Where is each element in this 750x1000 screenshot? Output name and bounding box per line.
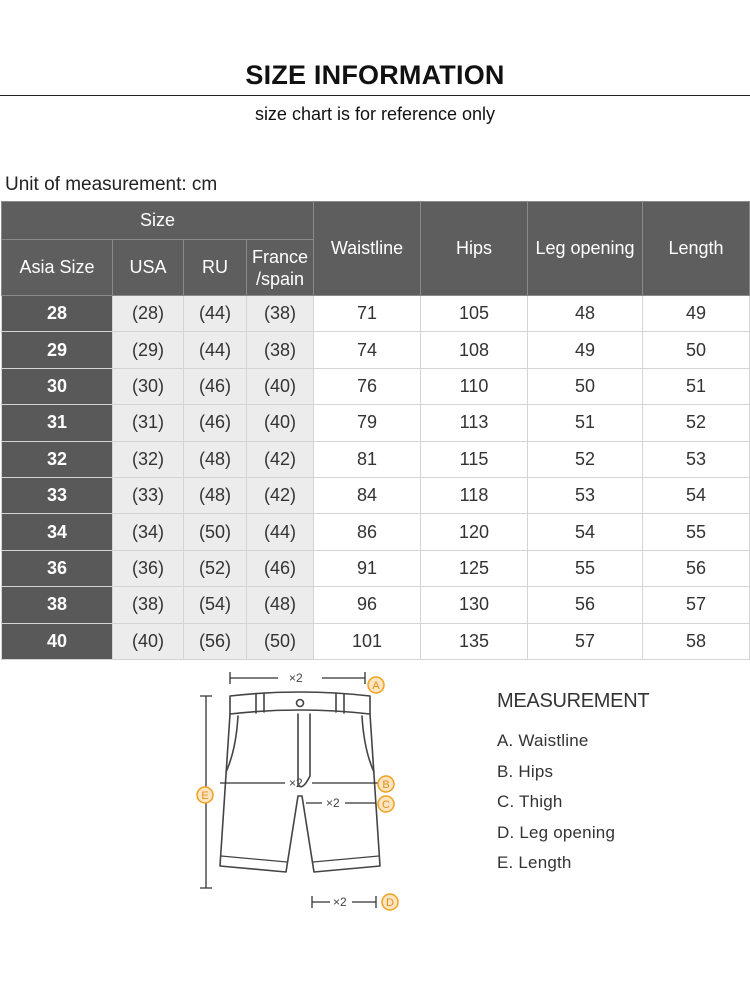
cell-ru: (48) (184, 441, 247, 477)
cell-leg-opening: 51 (528, 405, 643, 441)
cell-hips: 110 (421, 368, 528, 404)
shorts-waistband (230, 692, 370, 714)
cell-asia-size: 40 (2, 623, 113, 659)
cell-waistline: 84 (314, 477, 421, 513)
measurement-heading: MEASUREMENT (497, 690, 650, 712)
cell-asia-size: 31 (2, 405, 113, 441)
cell-waistline: 76 (314, 368, 421, 404)
title-divider (0, 95, 750, 96)
cell-leg-opening: 52 (528, 441, 643, 477)
measurement-legend (497, 730, 615, 883)
cell-france-spain: (38) (247, 296, 314, 332)
cell-france-spain: (40) (247, 405, 314, 441)
cell-hips: 105 (421, 296, 528, 332)
cell-france-spain: (44) (247, 514, 314, 550)
table-row (2, 587, 750, 623)
table-row (2, 623, 750, 659)
cell-asia-size: 36 (2, 550, 113, 586)
cell-france-spain: (46) (247, 550, 314, 586)
cell-length: 58 (643, 623, 750, 659)
legend-item-waistline: A. Waistline (497, 731, 589, 750)
legend-item-leg-opening: D. Leg opening (497, 822, 616, 842)
cell-length: 56 (643, 550, 750, 586)
cell-ru: (48) (184, 477, 247, 513)
cell-ru: (44) (184, 296, 247, 332)
shorts-button (297, 700, 304, 707)
cell-usa: (34) (113, 514, 184, 550)
x2-label-thigh: ×2 (326, 796, 340, 810)
table-row (2, 368, 750, 404)
cell-hips: 118 (421, 477, 528, 513)
cell-asia-size: 30 (2, 368, 113, 404)
table-row (2, 514, 750, 550)
cell-waistline: 96 (314, 587, 421, 623)
marker-c-label: C (382, 799, 390, 811)
table-row (2, 477, 750, 513)
cell-hips: 115 (421, 441, 528, 477)
cell-leg-opening: 49 (528, 332, 643, 368)
cell-ru: (54) (184, 587, 247, 623)
table-row (2, 550, 750, 586)
cell-usa: (36) (113, 550, 184, 586)
cell-waistline: 74 (314, 332, 421, 368)
cell-leg-opening: 55 (528, 550, 643, 586)
cell-length: 57 (643, 587, 750, 623)
cell-waistline: 71 (314, 296, 421, 332)
belt-loop-right (336, 693, 344, 713)
cell-asia-size: 28 (2, 296, 113, 332)
marker-b-label: B (382, 779, 390, 791)
cell-ru: (46) (184, 368, 247, 404)
cell-usa: (30) (113, 368, 184, 404)
x2-label-waist: ×2 (289, 671, 303, 685)
shorts-diagram (190, 666, 410, 916)
cell-usa: (29) (113, 332, 184, 368)
cell-waistline: 91 (314, 550, 421, 586)
cell-france-spain: (50) (247, 623, 314, 659)
legend-item-hips: B. Hips (497, 761, 554, 781)
cell-hips: 135 (421, 623, 528, 659)
legend-item-length: E. Length (497, 853, 572, 872)
size-group-header: Size (2, 202, 314, 240)
cell-length: 49 (643, 296, 750, 332)
cell-waistline: 81 (314, 441, 421, 477)
cell-france-spain: (40) (247, 368, 314, 404)
cell-usa: (32) (113, 441, 184, 477)
x2-label-hips: ×2 (289, 776, 303, 790)
cell-hips: 125 (421, 550, 528, 586)
col-header-ru: RU (184, 240, 247, 296)
cell-asia-size: 29 (2, 332, 113, 368)
col-header-france-spain (247, 240, 314, 296)
table-row (2, 296, 750, 332)
cell-usa: (31) (113, 405, 184, 441)
x2-label-leg: ×2 (333, 895, 347, 909)
spain-label: /spain (255, 268, 305, 289)
col-header-asia-size: Asia Size (2, 240, 113, 296)
france-label: France (251, 246, 309, 267)
col-header-usa: USA (113, 240, 184, 296)
col-header-hips: Hips (421, 202, 528, 296)
table-row (2, 441, 750, 477)
cell-leg-opening: 56 (528, 587, 643, 623)
cell-hips: 108 (421, 332, 528, 368)
cell-france-spain: (42) (247, 441, 314, 477)
cell-leg-opening: 53 (528, 477, 643, 513)
cell-asia-size: 33 (2, 477, 113, 513)
cell-leg-opening: 54 (528, 514, 643, 550)
cell-length: 51 (643, 368, 750, 404)
col-header-leg-opening: Leg opening (528, 202, 643, 296)
cell-france-spain: (48) (247, 587, 314, 623)
cell-length: 55 (643, 514, 750, 550)
cell-length: 54 (643, 477, 750, 513)
cell-ru: (50) (184, 514, 247, 550)
table-row (2, 332, 750, 368)
marker-d-label: D (386, 897, 394, 909)
cell-length: 53 (643, 441, 750, 477)
page-subtitle: size chart is for reference only (254, 104, 496, 124)
legend-item-thigh: C. Thigh (497, 792, 563, 811)
cell-asia-size: 38 (2, 587, 113, 623)
cell-usa: (38) (113, 587, 184, 623)
cell-ru: (52) (184, 550, 247, 586)
cell-usa: (28) (113, 296, 184, 332)
cell-length: 50 (643, 332, 750, 368)
marker-e-label: E (201, 790, 209, 802)
cell-length: 52 (643, 405, 750, 441)
unit-label: Unit of measurement: cm (5, 174, 218, 195)
cell-usa: (33) (113, 477, 184, 513)
col-header-waistline: Waistline (314, 202, 421, 296)
cell-asia-size: 34 (2, 514, 113, 550)
cell-ru: (56) (184, 623, 247, 659)
page-title: SIZE INFORMATION (245, 60, 505, 90)
cell-hips: 130 (421, 587, 528, 623)
cell-hips: 113 (421, 405, 528, 441)
cell-waistline: 79 (314, 405, 421, 441)
col-header-length: Length (643, 202, 750, 296)
marker-a-label: A (372, 680, 380, 692)
table-row (2, 405, 750, 441)
cell-leg-opening: 57 (528, 623, 643, 659)
shorts-outline (220, 714, 380, 872)
cell-hips: 120 (421, 514, 528, 550)
cell-ru: (46) (184, 405, 247, 441)
cell-leg-opening: 50 (528, 368, 643, 404)
cell-ru: (44) (184, 332, 247, 368)
cell-france-spain: (42) (247, 477, 314, 513)
size-table (1, 201, 750, 660)
belt-loop-left (256, 693, 264, 713)
cell-france-spain: (38) (247, 332, 314, 368)
cell-asia-size: 32 (2, 441, 113, 477)
cell-leg-opening: 48 (528, 296, 643, 332)
cell-usa: (40) (113, 623, 184, 659)
cell-waistline: 101 (314, 623, 421, 659)
cell-waistline: 86 (314, 514, 421, 550)
